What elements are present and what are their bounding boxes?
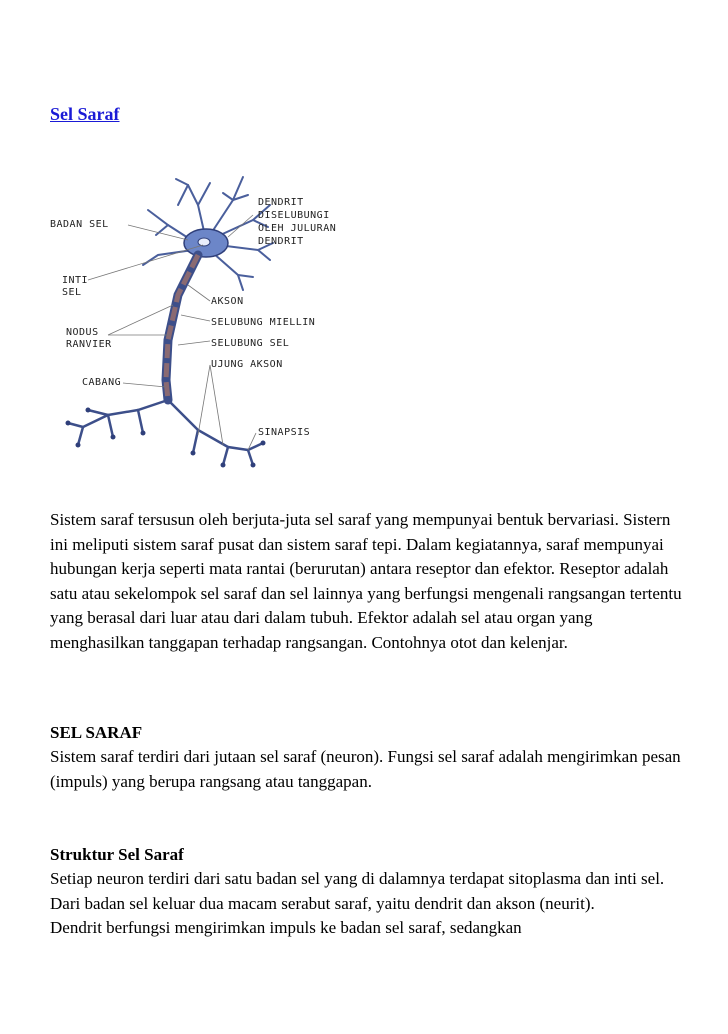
label-dendrit-4: DENDRIT [258,236,304,247]
label-ujung-akson: UJUNG AKSON [211,359,283,370]
label-nodus-2: RANVIER [66,339,112,350]
label-nodus-1: NODUS [66,327,99,338]
heading-sel-saraf: SEL SARAF [50,723,143,742]
sel-saraf-paragraph: Sistem saraf terdiri dari jutaan sel saraf (neuron). Fungsi sel saraf adalah mengirimkan pesan (impuls) yang berupa rangsang atau tanggapan. [50,747,681,791]
label-dendrit-1: DENDRIT [258,197,304,208]
label-inti-sel-1: INTI [62,275,89,286]
axon-terminals [68,400,263,465]
label-badan-sel: BADAN SEL [50,219,109,230]
label-inti-sel-2: SEL [62,287,82,298]
label-cabang: CABANG [82,377,122,388]
neuron-svg [48,165,378,490]
label-dendrit-3: OLEH JULURAN [258,223,337,234]
label-selubung-miellin: SELUBUNG MIELLIN [211,317,316,328]
heading-struktur: Struktur Sel Saraf [50,845,184,864]
myelin-sheath [166,255,198,400]
label-dendrit-2: DISELUBUNGI [258,210,330,221]
struktur-paragraph-2: Dendrit berfungsi mengirimkan impuls ke badan sel saraf, sedangkan [50,918,522,937]
label-akson: AKSON [211,296,244,307]
struktur-section [50,867,690,941]
nucleus [198,238,210,246]
intro-paragraph: Sistem saraf tersusun oleh berjuta-juta sel saraf yang mempunyai bentuk bervariasi. Sistern ini meliputi sistem saraf pusat dan sistem saraf tepi. Dalam kegiatannya, saraf mempunyai hubungan kerja seperti mata rantai (berurutan) antara reseptor dan efektor. Reseptor adalah satu atau sekelompok sel saraf dan sel lainnya yang berfungsi mengenali rangsangan tertentu yang berasal dari luar atau dari dalam tubuh. Efektor adalah sel atau organ yang menghasilkan tanggapan terhadap rangsangan. Contohnya otot dan kelenjar. [50,510,682,652]
neuron-diagram [48,165,378,490]
label-selubung-sel: SELUBUNG SEL [211,338,290,349]
sel-saraf-link[interactable]: Sel Saraf [50,104,120,124]
struktur-paragraph: Setiap neuron terdiri dari satu badan sel yang di dalamnya terdapat sitoplasma dan inti sel. Dari badan sel keluar dua macam serabut saraf, yaitu dendrit dan akson (neurit). [50,869,665,913]
synaptic-knobs [66,408,266,468]
label-sinapsis: SINAPSIS [258,427,311,438]
